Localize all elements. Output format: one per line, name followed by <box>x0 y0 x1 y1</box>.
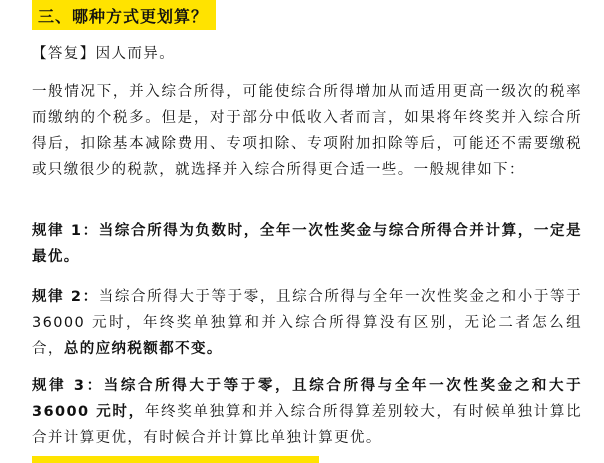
intro-paragraph: 一般情况下，并入综合所得，可能使综合所得增加从而适用更高一级次的税率而缴纳的个税多。但是，对于部分中低收入者而言，如果将年终奖并入综合所得后，扣除基本减除费用、专项扣除、专项附加扣除等后，可能还不需要缴税或只缴很少的税款，就选择并入综合所得更合适一些。一般规律如下： <box>32 84 582 178</box>
answer-text: 因人而异。 <box>95 46 176 62</box>
rule-3-paragraph <box>32 373 582 451</box>
rule-2-paragraph <box>32 284 582 362</box>
bottom-highlight-bar <box>32 456 319 463</box>
rule-1-label: 规律 1： <box>32 223 99 239</box>
section-heading: 三、哪种方式更划算？ <box>38 6 209 26</box>
answer-label: 【答复】 <box>32 46 96 62</box>
rule-1-paragraph <box>32 218 582 270</box>
answer-paragraph <box>32 41 582 67</box>
rule-3-bold-text: 当综合所得大于等于零，且综合所得与全年一次性奖金之和大于 36000 元时， <box>32 378 583 420</box>
rule-3-label: 规律 3： <box>32 378 104 394</box>
rule-3-text: 年终奖单独算和并入综合所得算差别较大，有时候单独计算比合并计算更优，有时候合并计算比单独计算更优。 <box>32 404 582 446</box>
rule-2-label: 规律 2： <box>32 289 99 305</box>
rule-2-text: 当综合所得大于等于零，且综合所得与全年一次性奖金之和小于等于 36000 元时，年终奖单独算和并入综合所得算没有区别，无论二者怎么组合， <box>32 289 583 357</box>
rule-1-text: 当综合所得为负数时，全年一次性奖金与综合所得合并计算，一定是最优。 <box>32 223 583 265</box>
section-heading-bar <box>32 0 216 30</box>
rule-2-bold-tail: 总的应纳税额都不变。 <box>63 341 223 357</box>
